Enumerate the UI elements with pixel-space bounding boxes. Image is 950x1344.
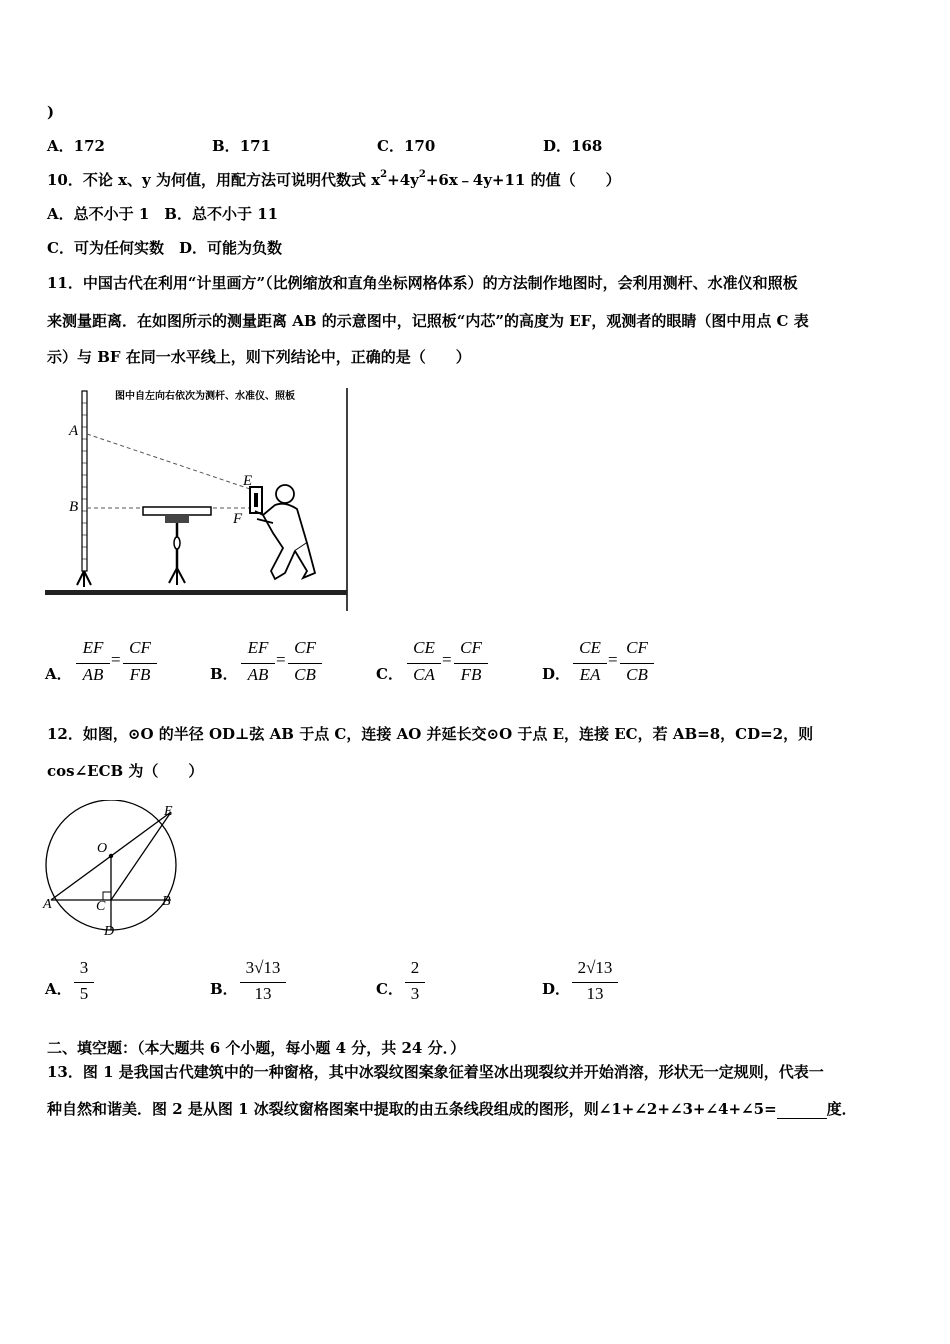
label-e: E [243, 473, 253, 489]
q9-tail: ) [47, 103, 55, 121]
q10-stem-b: +4y [387, 171, 419, 189]
q12-option-c-letter[interactable]: C． [376, 980, 403, 998]
numerator: CF [460, 638, 482, 657]
q10-sup2: 2 [418, 169, 426, 180]
q12-stem-line2: cos∠ECB 为（ ） [47, 762, 204, 780]
equals-sign: = [608, 650, 618, 669]
label-a: A [69, 423, 79, 439]
q11-stem-line3: 示）与 BF 在同一水平线上，则下列结论中，正确的是（ ） [47, 348, 471, 366]
option-letter: B． [212, 137, 240, 155]
q12-option-c-frac [405, 958, 425, 1008]
section-title: 二、填空题：（本大题共 6 个小题，每小题 4 分，共 24 分．） [47, 1039, 466, 1057]
numerator: CF [626, 638, 648, 657]
option-letter: D． [543, 137, 572, 155]
label-a: A [43, 897, 52, 912]
q11-option-a-frac1 [76, 638, 110, 688]
equals-sign: = [276, 650, 286, 669]
q12-option-a-frac [74, 958, 94, 1008]
numerator: CF [294, 638, 316, 657]
q11-option-c-letter[interactable]: C． [376, 665, 403, 683]
denominator: 5 [79, 984, 89, 1003]
q9-option-a[interactable] [47, 136, 105, 156]
denominator: FB [129, 665, 151, 684]
numerator: CE [579, 638, 601, 657]
q9-option-c[interactable] [377, 136, 435, 156]
q9-option-b[interactable] [212, 136, 271, 156]
numerator: EF [82, 638, 104, 657]
q11-option-d-letter[interactable]: D． [542, 665, 571, 683]
q10-sup1: 2 [380, 169, 388, 180]
denominator: AB [247, 665, 269, 684]
denominator: CB [294, 665, 316, 684]
label-b: B [69, 499, 79, 515]
numerator: CF [129, 638, 151, 657]
q12-option-a-letter[interactable]: A． [45, 980, 72, 998]
q10-stem-a: 10．不论 x、y 为何值，用配方法可说明代数式 x [47, 171, 381, 189]
q11-option-c-frac2 [454, 638, 488, 688]
q12-option-d-letter[interactable]: D． [542, 980, 571, 998]
q10-stem-c: +6x﹣4y+11 的值（ ） [425, 171, 621, 189]
option-value: 168 [571, 137, 603, 155]
q10-options-ab[interactable]: A．总不小于 1 B．总不小于 11 [47, 205, 279, 223]
q13-unit: 度． [826, 1100, 857, 1118]
option-letter: C． [377, 137, 404, 155]
q10-stem [47, 170, 621, 190]
q13-stem-line1: 13．图 1 是我国古代建筑中的一种窗格，其中冰裂纹图案象征着坚冰出现裂纹并开始消溶，形状无一定规则，代表一 [47, 1063, 824, 1081]
denominator: AB [82, 665, 104, 684]
option-value: 171 [239, 137, 271, 155]
q12-stem-line1: 12．如图，⊙O 的半径 OD⊥弦 AB 于点 C，连接 AO 并延长交⊙O 于点 E，连接 EC，若 AB=8，CD=2，则 [47, 725, 814, 743]
q11-figure [45, 383, 350, 613]
denominator: 3 [410, 984, 420, 1003]
denominator: EA [579, 665, 601, 684]
numerator: 3 [79, 958, 89, 977]
equals-sign: = [442, 650, 452, 669]
q11-option-c-frac1 [407, 638, 441, 688]
option-value: 170 [403, 137, 436, 155]
q11-option-a-frac2 [123, 638, 157, 688]
numerator: EF [247, 638, 269, 657]
q13-stem-text: 种自然和谐美．图 2 是从图 1 冰裂纹窗格图案中提取的由五条线段组成的图形，则∠1+∠2+∠3+∠4+∠5= [47, 1100, 777, 1118]
denominator: FB [460, 665, 482, 684]
q11-option-b-frac1 [241, 638, 275, 688]
q12-option-d-frac [572, 958, 618, 1008]
denominator: 13 [586, 984, 604, 1003]
denominator: CB [626, 665, 648, 684]
label-e: E [164, 804, 173, 819]
label-f: F [233, 511, 243, 527]
label-d: D [104, 924, 115, 939]
q11-option-a-letter[interactable]: A． [45, 665, 72, 683]
denominator: 13 [254, 984, 272, 1003]
numerator: 3√13 [245, 958, 281, 977]
answer-blank[interactable] [777, 1104, 827, 1119]
q12-option-b-letter[interactable]: B． [210, 980, 238, 998]
label-o: O [97, 841, 108, 856]
denominator: CA [413, 665, 435, 684]
option-letter: A． [47, 137, 74, 155]
figure-caption: 图中自左向右依次为测杆、水准仪、照板 [115, 391, 295, 402]
q11-option-d-frac1 [573, 638, 607, 688]
q13-stem-line2 [47, 1099, 857, 1119]
label-b: B [162, 894, 171, 909]
q11-option-b-frac2 [288, 638, 322, 688]
q9-option-d[interactable] [543, 136, 602, 156]
q12-option-b-frac [240, 958, 286, 1008]
q10-options-cd[interactable]: C．可为任何实数 D．可能为负数 [47, 239, 282, 257]
q11-stem-line2: 来测量距离．在如图所示的测量距离 AB 的示意图中，记照板“内芯”的高度为 EF，观测者的眼睛（图中用点 C 表 [47, 312, 809, 330]
q11-option-b-letter[interactable]: B． [210, 665, 238, 683]
numerator: 2 [410, 958, 420, 977]
equals-sign: = [111, 650, 121, 669]
q11-option-d-frac2 [620, 638, 654, 688]
q12-figure [40, 800, 185, 945]
option-value: 172 [73, 137, 105, 155]
numerator: CE [413, 638, 435, 657]
q11-stem-line1: 11．中国古代在利用“计里画方”（比例缩放和直角坐标网格体系）的方法制作地图时，会利用测杆、水准仪和照板 [47, 274, 798, 292]
label-c: C [96, 899, 106, 914]
numerator: 2√13 [577, 958, 613, 977]
surveying-diagram [45, 383, 350, 613]
